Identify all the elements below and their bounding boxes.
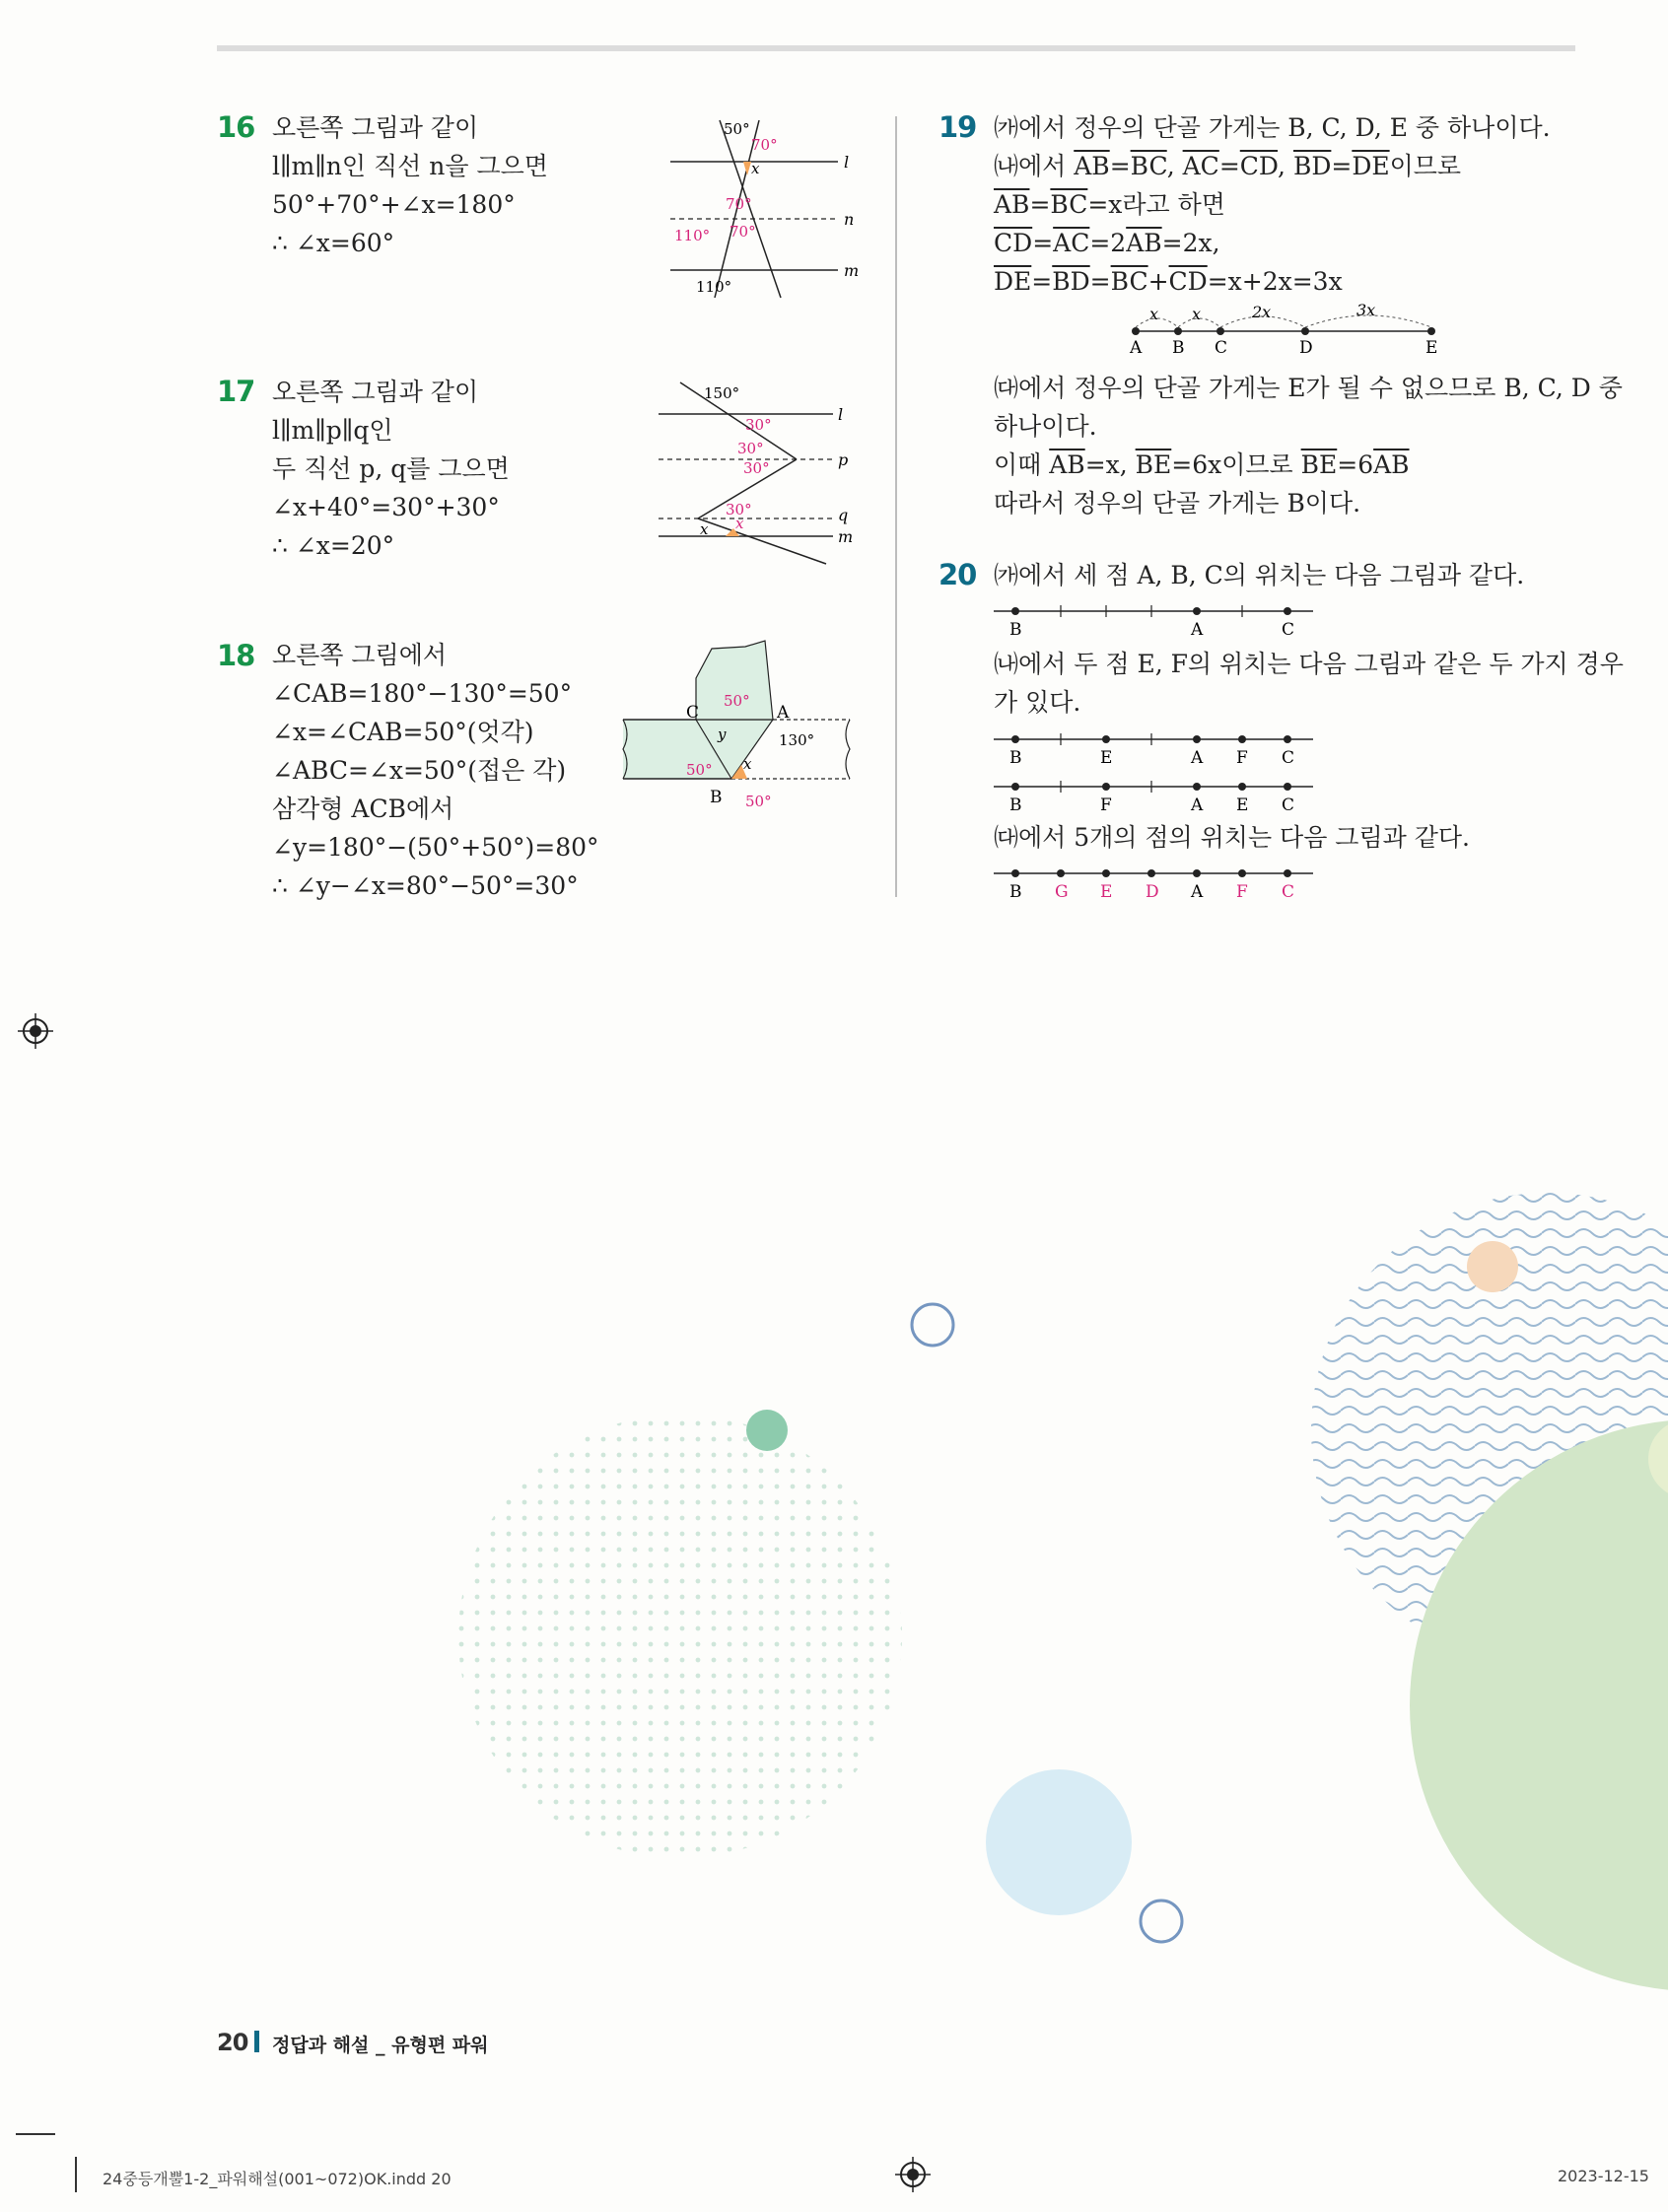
label-l: l [844,153,850,172]
label-150: 150° [704,384,740,402]
p19-line: 따라서 정우의 단골 가게는 B이다. [994,489,1361,518]
p19-line: ㈎에서 정우의 단골 가게는 B, C, D, E 중 하나이다. [994,113,1551,142]
point-label: A [1191,795,1204,815]
page-number: 20 [217,2029,248,2056]
point-label: E [1100,882,1113,902]
label-A: A [777,703,790,723]
point-label: F [1236,882,1248,902]
p18-line: ∴ ∠y−∠x=80°−50°=30° [272,871,579,900]
crop-mark [75,2157,77,2192]
p18-line: ∠CAB=180°−130°=50° [272,679,573,708]
label-q: q [838,506,849,524]
point-label: A [1191,882,1204,902]
label-50c: 50° [745,793,772,810]
point-label: C [1282,620,1295,640]
label-70c: 70° [730,223,756,241]
label-30c: 30° [743,459,770,477]
point-label: C [1282,795,1295,815]
p19-line: ㈏에서 $\overline{AB}=\overline{BC}$, $\overline{AC}=\overline{CD}$, $\overline{BD}=\overline{DE}$이므로 [994,152,1462,180]
point-label: B [1009,882,1022,902]
label-x: x [751,160,760,177]
point-label: C [1282,748,1295,768]
p18-line: 삼각형 ACB에서 [272,795,454,823]
p19-line: $\overline{AB}=\overline{BC}=x$라고 하면 [994,190,1225,219]
p18-line: ∠x=∠CAB=50°(엇각) [272,718,534,746]
p19-line: $\overline{CD}=\overline{AC}=2\overline{AB}=2x$, [994,229,1220,257]
point-label: D [1299,338,1313,358]
p18-line: ∠ABC=∠x=50°(접은 각) [272,756,567,785]
point-label: F [1236,748,1248,768]
p19-line: 하나이다. [994,412,1097,441]
p20-line: 가 있다. [994,688,1081,717]
label-y: y [718,726,727,743]
problem-number-16: 16 [217,110,255,144]
footer-bar [254,2031,259,2052]
label-30a: 30° [745,416,772,434]
label-70b: 70° [726,195,752,213]
point-label: A [1191,620,1204,640]
label-l: l [838,405,844,424]
p19-line: $\overline{DE}=\overline{BD}=\overline{BC}+\overline{CD}=x+2x=3x$ [994,267,1343,296]
label-130: 130° [779,731,815,749]
p17-line: ∠x+40°=30°+30° [272,493,500,521]
registration-mark [893,2155,933,2194]
label-x: x [743,755,752,773]
p17-line: ∴ ∠x=20° [272,531,395,560]
footer-title: 정답과 해설 _ 유형편 파워 [272,2035,489,2056]
label-x: x [700,520,709,538]
p18-line: 오른쪽 그림에서 [272,641,447,669]
label-30b: 30° [737,440,764,457]
problem-number-19: 19 [938,110,977,144]
label-110a: 110° [674,227,711,244]
p20-line: ㈏에서 두 점 E, F의 위치는 다음 그림과 같은 두 가지 경우 [994,650,1624,678]
gap-label: 3x [1356,304,1376,319]
point-label: E [1236,795,1249,815]
gap-label: 2x [1252,304,1272,321]
crop-mark [16,2133,55,2135]
p16-line: 오른쪽 그림과 같이 [272,113,479,142]
label-50b: 50° [686,761,713,779]
label-70: 70° [751,136,778,154]
file-name: 24중등개뿔1-2_파워해설(001~072)OK.indd 20 [103,2170,452,2188]
gap-label: x [1192,305,1202,323]
p19-line: ㈐에서 정우의 단골 가게는 E가 될 수 없으므로 B, C, D 중 [994,374,1623,402]
label-30d: 30° [726,501,752,518]
point-label: C [1215,338,1228,358]
p17-line: 두 직선 p, q를 그으면 [272,454,510,483]
point-label: B [1009,620,1022,640]
label-x-mag: x [735,515,744,532]
p17-line: l∥m∥p∥q인 [272,416,393,445]
label-50a: 50° [724,692,750,710]
p16-line: 50°+70°+∠x=180° [272,190,516,219]
point-label: C [1282,882,1295,902]
point-label: D [1146,882,1159,902]
point-label: A [1130,338,1143,358]
point-label: B [1009,795,1022,815]
point-label: E [1425,338,1438,358]
label-110b: 110° [696,278,732,296]
p20-line: ㈐에서 5개의 점의 위치는 다음 그림과 같다. [994,823,1470,852]
label-C: C [686,703,700,723]
problem-number-18: 18 [217,639,255,672]
p19-line: 이때 $\overline{AB}=x$, $\overline{BE}=6x$이므로 $\overline{BE}=6\overline{AB}$ [994,450,1410,479]
point-label: B [1009,748,1022,768]
label-m: m [838,527,854,546]
p16-line: ∴ ∠x=60° [272,229,395,257]
problem-number-20: 20 [938,558,977,591]
p18-line: ∠y=180°−(50°+50°)=80° [272,833,599,862]
point-label: E [1100,748,1113,768]
point-label: B [1172,338,1185,358]
registration-mark [16,1011,55,1051]
label-p: p [838,450,849,469]
point-label: A [1191,748,1204,768]
p17-line: 오른쪽 그림과 같이 [272,378,479,406]
point-label: G [1055,882,1069,902]
label-m: m [844,261,860,280]
gap-label: x [1149,305,1159,323]
label-n: n [844,210,855,229]
p16-line: l∥m∥n인 직선 n을 그으면 [272,152,548,180]
label-50: 50° [724,120,750,138]
label-B: B [710,788,723,807]
p20-line: ㈎에서 세 점 A, B, C의 위치는 다음 그림과 같다. [994,561,1525,589]
print-date: 2023-12-15 [1558,2167,1649,2185]
point-label: F [1100,795,1112,815]
problem-number-17: 17 [217,375,255,408]
